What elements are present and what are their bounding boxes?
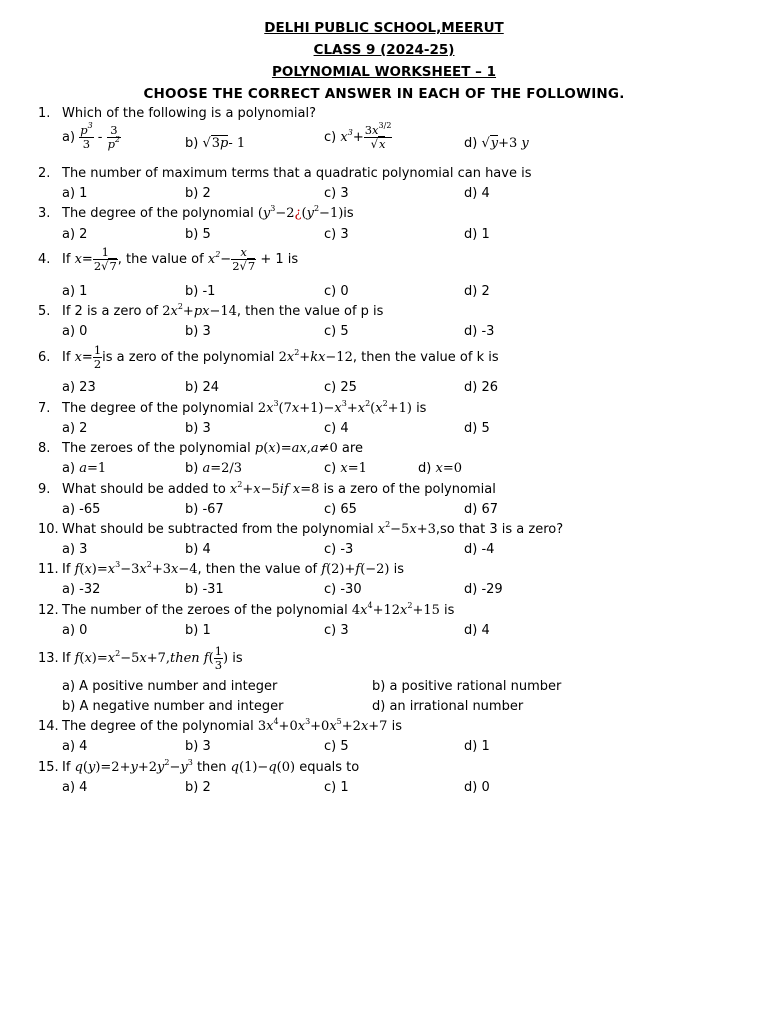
q8-option-b: b) a=2/3 (185, 461, 243, 476)
q5-option-b: b) 3 (185, 324, 211, 339)
q2-option-a: a) 1 (62, 186, 88, 201)
question-10: 10. What should be subtracted from the polynomial $x^2-5x+3,so$ that 3 is a zero? (38, 520, 564, 537)
q6-option-b: b) 24 (185, 380, 219, 395)
school-title: DELHI PUBLIC SCHOOL,MEERUT (264, 20, 504, 36)
q4-option-d: d) 2 (464, 284, 490, 299)
question-7: 7. The degree of the polynomial $2x^3(7x+1)-x^3+x^2(x^2+1)$ is (38, 399, 427, 416)
q15-option-b: b) 2 (185, 780, 211, 795)
question-13: 13. If $f(x)=x^2-5x+7,then$ f( $\frac{1}{3}$ ) is (38, 644, 243, 672)
q1-option-b: b) √3p- 1 (185, 136, 246, 151)
q7-option-a: a) 2 (62, 421, 88, 436)
q11-option-c: c) -30 (324, 582, 362, 597)
q14-option-b: b) 3 (185, 739, 211, 754)
question-3: 3. The degree of the polynomial ($y^3-2¿(y^2-1)is$ (38, 204, 354, 221)
q2-option-d: d) 4 (464, 186, 490, 201)
q7-option-b: b) 3 (185, 421, 211, 436)
question-11: 11. If $f(x)=x^3-3x^2+3x-4$, then the value of f(2)+f(−2) is (38, 560, 405, 577)
question-14: 14. The degree of the polynomial $3x^4+0x^3+0x^5+2x+7$ is (38, 717, 402, 734)
q7-option-d: d) 5 (464, 421, 490, 436)
question-2: 2. The number of maximum terms that a quadratic polynomial can have is (38, 166, 532, 181)
q3-option-a: a) 2 (62, 227, 88, 242)
q15-option-a: a) 4 (62, 780, 88, 795)
q10-option-b: b) 4 (185, 542, 211, 557)
q4-option-c: c) 0 (324, 284, 349, 299)
q3-option-c: c) 3 (324, 227, 349, 242)
question-15: 15. If $q(y)=2+y+2y^2-y^3$ then q(1)−q(0) equals to (38, 758, 360, 775)
q1-option-a: a) $\frac{p^3}{3}$ - $\frac{3}{p^2}$ (62, 121, 121, 151)
q5-option-a: a) 0 (62, 324, 88, 339)
q9-option-b: b) -67 (185, 502, 224, 517)
q11-option-d: d) -29 (464, 582, 503, 597)
q10-option-c: c) -3 (324, 542, 354, 557)
question-5: 5. If 2 is a zero of $2x^2+px-14$, then the value of p is (38, 302, 384, 319)
q11-option-a: a) -32 (62, 582, 101, 597)
q15-option-d: d) 0 (464, 780, 490, 795)
q10-option-d: d) -4 (464, 542, 495, 557)
q12-option-b: b) 1 (185, 623, 211, 638)
q9-option-d: d) 67 (464, 502, 498, 517)
q10-option-a: a) 3 (62, 542, 88, 557)
q3-option-d: d) 1 (464, 227, 490, 242)
q13-option-c: b) A negative number and integer (62, 699, 284, 714)
q3-option-b: b) 5 (185, 227, 211, 242)
q9-option-c: c) 65 (324, 502, 357, 517)
question-4: 4. If x= $\frac{1}{2√7}$ , the value of $x^2-$ $\frac{x}{2√7}$ + 1 is (38, 245, 299, 273)
question-1: 1. Which of the following is a polynomial? (38, 106, 317, 121)
q15-option-c: c) 1 (324, 780, 349, 795)
question-12: 12. The number of the zeroes of the polynomial $4x^4+12x^2+15$ is (38, 601, 455, 618)
q14-option-d: d) 1 (464, 739, 490, 754)
q1-option-c: c) $x^3+$ $\frac{3x^{3/2}}{√x}$ (324, 121, 392, 151)
question-6: 6. If x= $\frac{1}{2}$ is a zero of the polynomial $2x^2+kx-12$, then the value of k is (38, 343, 499, 371)
q4-option-a: a) 1 (62, 284, 88, 299)
q4-option-b: b) -1 (185, 284, 216, 299)
q12-option-c: c) 3 (324, 623, 349, 638)
q6-option-c: c) 25 (324, 380, 357, 395)
q5-option-d: d) -3 (464, 324, 495, 339)
q5-option-c: c) 5 (324, 324, 349, 339)
q6-option-a: a) 23 (62, 380, 96, 395)
q13-option-b: b) a positive rational number (372, 679, 562, 694)
q7-option-c: c) 4 (324, 421, 349, 436)
question-9: 9. What should be added to $x^2+x-5if$ x=8 is a zero of the polynomial (38, 480, 496, 497)
question-8: 8. The zeroes of the polynomial p(x)=ax,a≠0 are (38, 441, 363, 456)
q6-option-d: d) 26 (464, 380, 498, 395)
q14-option-c: c) 5 (324, 739, 349, 754)
q2-option-b: b) 2 (185, 186, 211, 201)
q2-option-c: c) 3 (324, 186, 349, 201)
q12-option-a: a) 0 (62, 623, 88, 638)
q13-option-a: a) A positive number and integer (62, 679, 278, 694)
q9-option-a: a) -65 (62, 502, 101, 517)
q13-option-d: d) an irrational number (372, 699, 524, 714)
q8-option-a: a) a=1 (62, 461, 107, 476)
q11-option-b: b) -31 (185, 582, 224, 597)
q14-option-a: a) 4 (62, 739, 88, 754)
q1-option-d: d) √y+3 y (464, 136, 529, 151)
worksheet-title: POLYNOMIAL WORKSHEET – 1 (271, 64, 497, 80)
q12-option-d: d) 4 (464, 623, 490, 638)
q8-option-c: c) x=1 (324, 461, 367, 476)
instruction: CHOOSE THE CORRECT ANSWER IN EACH OF THE FOLLOWING. (143, 86, 625, 102)
class-line: CLASS 9 (2024-25) (313, 42, 455, 58)
q8-option-d: d) x=0 (418, 461, 462, 476)
